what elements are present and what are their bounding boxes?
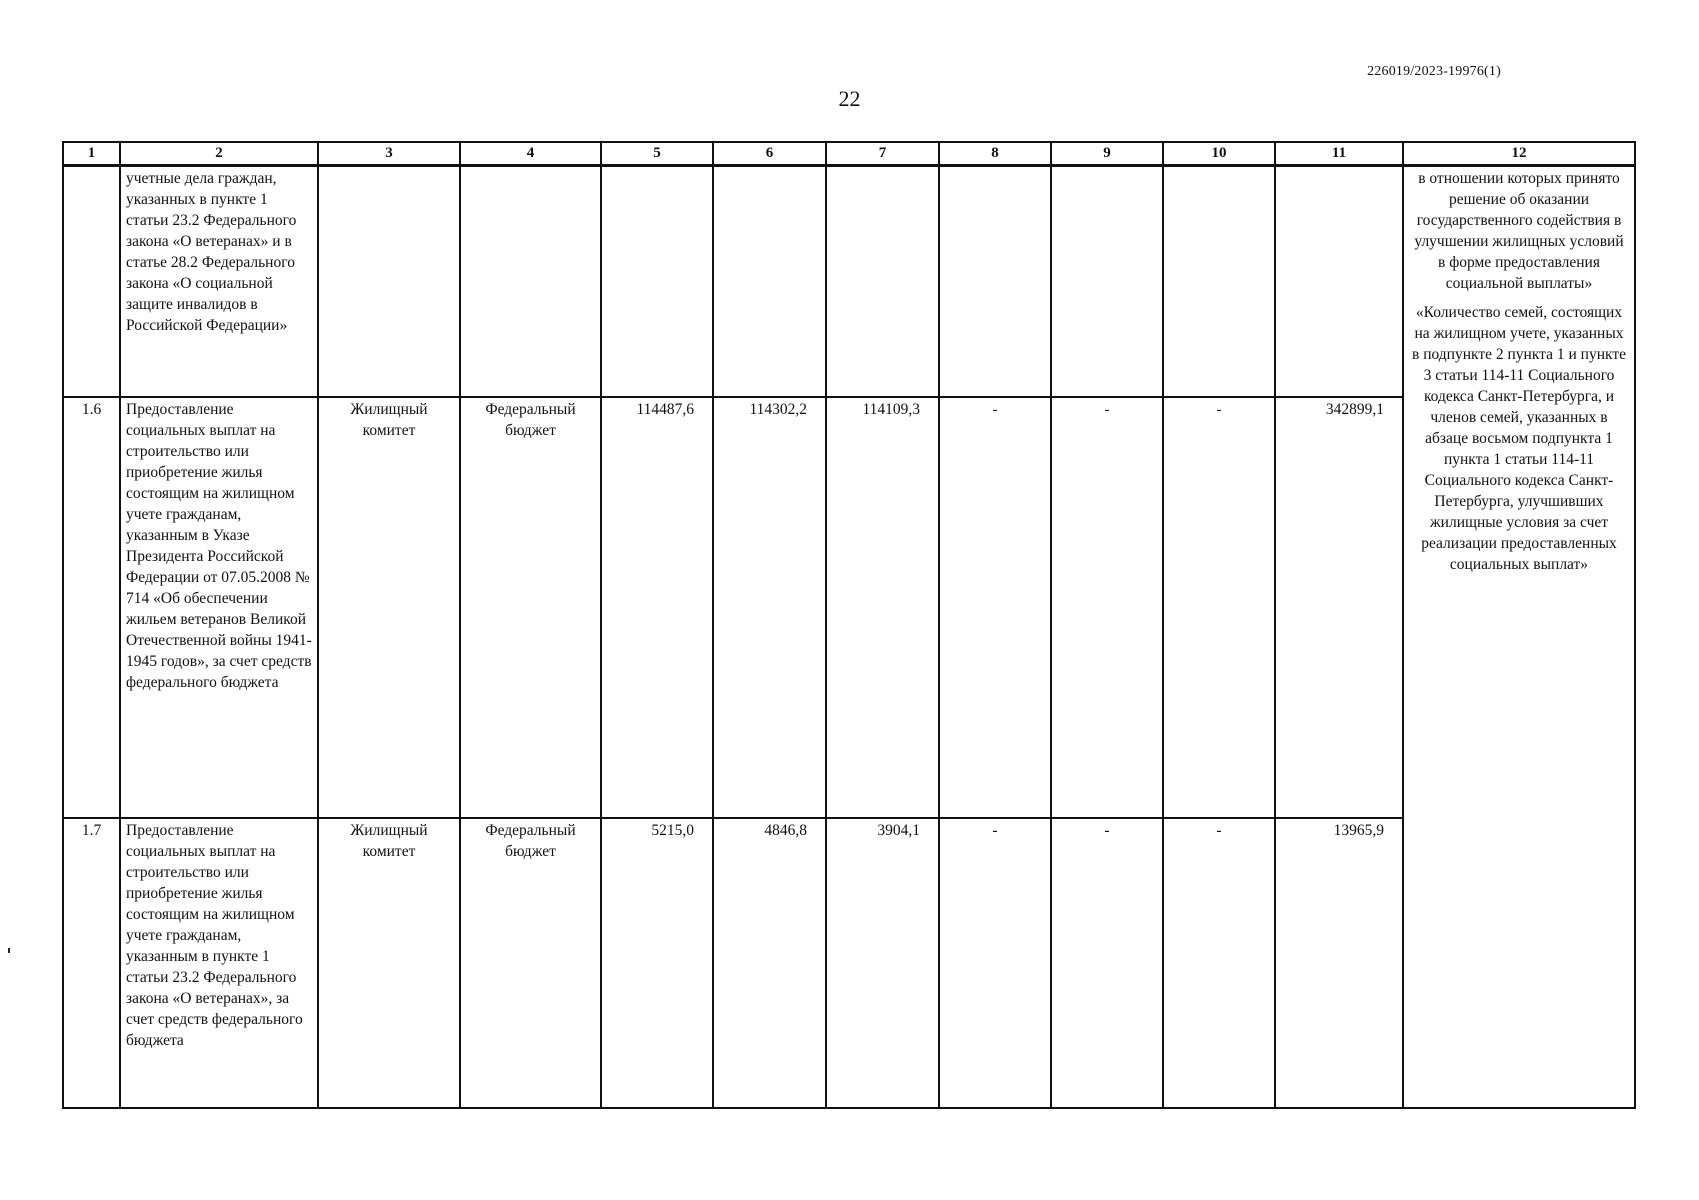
value-cell: -	[939, 397, 1051, 818]
column-number: 11	[1275, 142, 1403, 166]
row-number: 1.7	[63, 818, 120, 1108]
value-cell: 114109,3	[826, 397, 939, 818]
total-cell: 342899,1	[1275, 397, 1403, 818]
funding-source-cell	[460, 166, 601, 397]
value-cell	[1051, 166, 1163, 397]
value-cell	[1163, 166, 1275, 397]
value-cell: 114302,2	[713, 397, 826, 818]
row-number	[63, 166, 120, 397]
column-number: 9	[1051, 142, 1163, 166]
value-cell: 4846,8	[713, 818, 826, 1108]
table-row	[63, 818, 1635, 1108]
value-cell: -	[1051, 397, 1163, 818]
measure-description: Предоставление социальных выплат на строительство или приобретение жилья состоящим на жилищном учете гражданам, указанным в пункте 1 статьи 23.2 Федерального закона «О ветеранах», за счет средств федерального бюджета	[120, 818, 318, 1108]
table-row	[63, 397, 1635, 818]
column-number: 10	[1163, 142, 1275, 166]
column-numbers-row	[63, 142, 1635, 166]
executor-cell: Жилищный комитет	[318, 818, 460, 1108]
total-cell: 13965,9	[1275, 818, 1403, 1108]
funding-source-cell: Федеральный бюджет	[460, 818, 601, 1108]
document-registration-number: 226019/2023-19976(1)	[1367, 64, 1501, 79]
executor-cell: Жилищный комитет	[318, 397, 460, 818]
value-cell: -	[1163, 397, 1275, 818]
column-number: 3	[318, 142, 460, 166]
target-indicator-cell	[1403, 166, 1635, 1108]
value-cell: -	[1163, 818, 1275, 1108]
total-cell	[1275, 166, 1403, 397]
program-measures-table	[62, 141, 1636, 1109]
column-number: 1	[63, 142, 120, 166]
value-cell: -	[1051, 818, 1163, 1108]
column-number: 7	[826, 142, 939, 166]
column-number: 5	[601, 142, 713, 166]
indicator-text: «Количество семей, состоящих на жилищном учете, указанных в подпункте 2 пункта 1 и пункте 3 статьи 114-11 Социального кодекса Санкт-Петербурга, и членов семей, указанных в абзаце восьмом подпункта 1 пункта 1 статьи 114-11 Социального кодекса Санкт-Петербурга, улучшивших жилищные условия за счет реализации предоставленных социальных выплат»	[1412, 304, 1626, 573]
table-row	[63, 166, 1635, 397]
row-number: 1.6	[63, 397, 120, 818]
value-cell	[826, 166, 939, 397]
column-number: 12	[1403, 142, 1635, 166]
page-number: 22	[838, 86, 861, 111]
value-cell	[601, 166, 713, 397]
indicator-text-continued: в отношении которых принято решение об оказании государственного содействия в улучшении жилищных условий в форме предоставления социальной выплаты»	[1414, 170, 1624, 292]
executor-cell	[318, 166, 460, 397]
scan-mark	[8, 948, 10, 953]
measure-description: учетные дела граждан, указанных в пункте 1 статьи 23.2 Федерального закона «О ветеранах» и в статье 28.2 Федерального закона «О социальной защите инвалидов в Российской Федерации»	[120, 166, 318, 397]
value-cell: 114487,6	[601, 397, 713, 818]
value-cell: 5215,0	[601, 818, 713, 1108]
value-cell: -	[939, 818, 1051, 1108]
measure-description: Предоставление социальных выплат на строительство или приобретение жилья состоящим на жилищном учете гражданам, указанным в Указе Президента Российской Федерации от 07.05.2008 № 714 «Об обеспечении жильем ветеранов Великой Отечественной войны 1941-1945 годов», за счет средств федерального бюджета	[120, 397, 318, 818]
value-cell	[939, 166, 1051, 397]
funding-source-cell: Федеральный бюджет	[460, 397, 601, 818]
column-number: 2	[120, 142, 318, 166]
value-cell	[713, 166, 826, 397]
column-number: 4	[460, 142, 601, 166]
value-cell: 3904,1	[826, 818, 939, 1108]
column-number: 8	[939, 142, 1051, 166]
column-number: 6	[713, 142, 826, 166]
